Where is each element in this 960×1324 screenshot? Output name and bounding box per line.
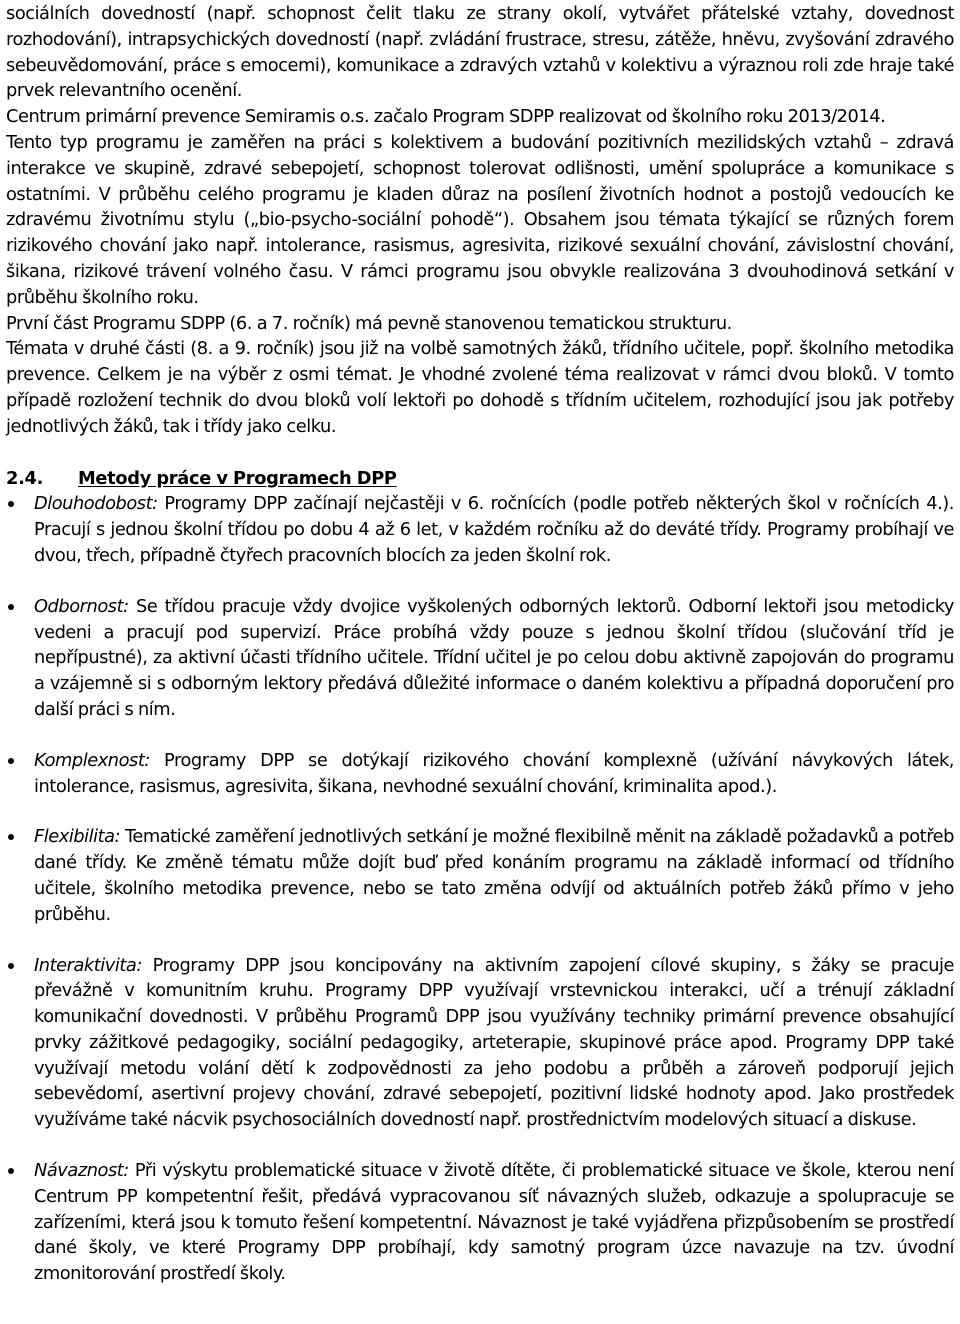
bullet-text: Programy DPP se dotýkají rizikového chování komplexně (užívání návykových látek, intolerance, rasismus, agresivita, šikana, nevhodné sexuální chování, kriminalita apod.). — [34, 749, 954, 797]
list-item-interaktivita — [6, 953, 954, 1134]
bullet-text: Programy DPP jsou koncipovány na aktivním zapojení cílové skupiny, s žáky se pracuje převážně v komunitním kruhu. Programy DPP využívají vrstevnickou interakci, učí a trénují základní komunikační dovednosti. V průběhu Programů DPP jsou využívány techniky primární prevence obsahující prvky zážitkové pedagogiky, sociální pedagogiky, arteterapie, skupinové práce apod. Programy DPP také využívají metodu volání dětí k zodpovědnosti za jeho podobu a průběh a zároveň podporují jejich sebevědomí, asertivní projevy chování, zdravé sebepojetí, pozitivní lidské hodnoty apod. Jako prostředek využíváme také nácvik psychosociálních dovedností např. prostřednictvím modelových situací a diskuse. — [34, 954, 954, 1131]
list-item-navaznost — [6, 1158, 954, 1287]
section-number: 2.4. — [6, 467, 44, 489]
paragraph-first-part: První část Programu SDPP (6. a 7. ročník) má pevně stanovenou tematickou strukturu. — [6, 312, 732, 334]
section-heading — [6, 466, 954, 492]
bullet-term: Návaznost: — [34, 1160, 129, 1182]
methods-list — [6, 491, 954, 1287]
bullet-term: Komplexnost: — [34, 749, 150, 771]
document-page — [0, 1, 960, 1324]
bullet-term: Dlouhodobost: — [34, 493, 158, 515]
bullet-icon — [8, 501, 14, 507]
paragraph-second-part: Témata v druhé části (8. a 9. ročník) jsou již na volbě samotných žáků, třídního učitele, popř. školního metodika prevence. Celkem je na výběr z osmi témat. Je vhodné zvolené téma realizovat v rámci dvou bloků. V tomto případě rozložení technik do dvou bloků volí lektoři po dohodě s třídním učitelem, rozhodující jsou jak potřeby jednotlivých žáků, tak i třídy jako celku. — [6, 338, 954, 437]
bullet-term: Odbornost: — [34, 595, 129, 617]
paragraph-centrum: Centrum primární prevence Semiramis o.s. začalo Program SDPP realizovat od školního roku 2013/2014. — [6, 106, 886, 128]
bullet-term: Interaktivita: — [34, 954, 142, 976]
bullet-icon — [8, 604, 14, 610]
bullet-text: Programy DPP začínají nejčastěji v 6. ročnících (podle potřeb některých škol v ročnících 4.). Pracují s jednou školní třídou po dobu 4 až 6 let, v každém ročníku až do deváté třídy. Programy probíhají ve dvou, třech, případně čtyřech pracovních blocích za jeden školní rok. — [34, 493, 954, 566]
bullet-term: Flexibilita: — [34, 826, 121, 848]
bullet-text: Tematické zaměření jednotlivých setkání je možné flexibilně měnit na základě požadavků a potřeb dané třídy. Ke změně tématu může dojít buď před konáním programu na základě informací od třídního učitele, školního metodika prevence, nebo se tato změna odvíjí od aktuálních potřeb žáků přímo v jeho průběhu. — [34, 826, 954, 925]
list-item-komplexnost — [6, 748, 954, 800]
paragraph-program-description: Tento typ programu je zaměřen na práci s kolektivem a budování pozitivních mezilidských vztahů – zdravá interakce ve skupině, zdravé sebepojetí, schopnost tolerovat odlišnosti, umění spolupráce a komunikace s ostatními. V průběhu celého programu je kladen důraz na posílení životních hodnot a postojů vedoucích ke zdravému životnímu stylu („bio-psycho-sociální pohodě“). Obsahem jsou témata týkající se různých forem rizikového chování jako např. intolerance, rasismus, agresivita, rizikové sexuální chování, závislostní chování, šikana, rizikové trávení volného času. V rámci programu jsou obvykle realizována 3 dvouhodinová setkání v průběhu školního roku. — [6, 131, 954, 308]
bullet-icon — [8, 1168, 14, 1174]
bullet-text: Se třídou pracuje vždy dvojice vyškolených odborných lektorů. Odborní lektoři jsou metodicky vedeni a pracují pod supervizí. Práce probíhá vždy pouze s jednou školní třídou (slučování tříd je nepřípustné), za aktivní účasti třídního učitele. Třídní učitel je po celou dobu aktivně zapojován do programu a vzájemně si s odborným lektory předává důležité informace o daném kolektivu a případná doporučení pro další práci s ním. — [34, 595, 954, 720]
bullet-text: Při výskytu problematické situace v životě dítěte, či problematické situace ve škole, kterou není Centrum PP kompetentní řešit, předává vypracovanou síť návazných služeb, odkazuje a spolupracuje se zařízeními, která jsou k tomuto řešení kompetentní. Návaznost je také vyjádřena přizpůsobením se prostředí dané školy, ve které Programy DPP probíhají, kdy samotný program úzce navazuje na tzv. úvodní zmonitorování prostředí školy. — [34, 1160, 954, 1285]
bullet-icon — [8, 834, 14, 840]
section-title: Metody práce v Programech DPP — [78, 467, 397, 489]
intro-paragraph: sociálních dovedností (např. schopnost čelit tlaku ze strany okolí, vytvářet přátelské vztahy, dovednost rozhodování), intrapsychických dovedností (např. zvládání frustrace, stresu, zátěže, hněvu, zvyšování zdravého sebeuvědomování, práce s emocemi), komunikace a zdravých vztahů v kolektivu a výraznou roli zde hraje také prvek relevantního ocenění. — [6, 3, 954, 102]
list-item-odbornost — [6, 594, 954, 723]
list-item-flexibilita — [6, 824, 954, 927]
list-item-dlouhodobost — [6, 491, 954, 568]
bullet-icon — [8, 963, 14, 969]
bullet-icon — [8, 758, 14, 764]
